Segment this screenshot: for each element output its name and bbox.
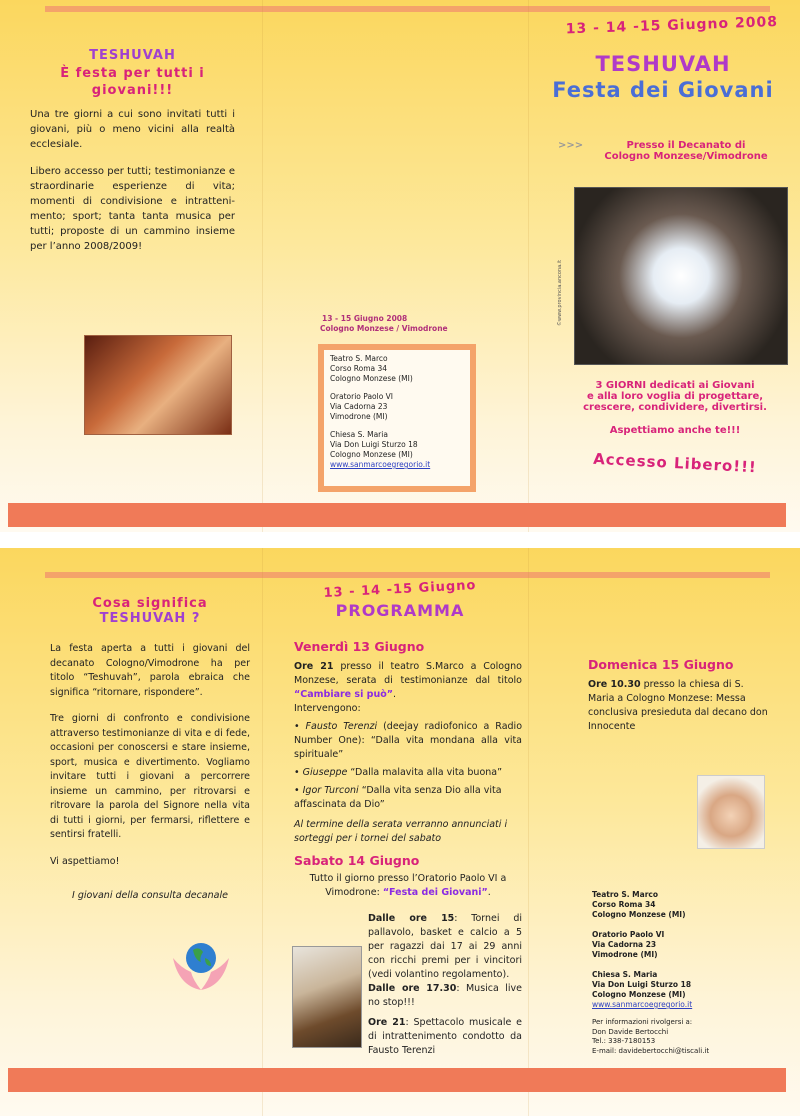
location-block: [556, 140, 786, 162]
brochure-outside: [0, 0, 800, 532]
meaning-paragraph: La festa aperta a tutti i giovani del decanato Cologno/Vimodrone ha per titolo “Teshuvah”, parola ebraica che significa “ritornare, rispondere”.: [50, 643, 250, 698]
event-time: Ore 21: [294, 661, 334, 672]
front-description: [560, 380, 790, 477]
address-block: [330, 392, 464, 422]
meaning-panel: [50, 596, 250, 916]
day-heading: Venerdì 13 Giugno: [294, 639, 425, 654]
event-text: presso il teatro S.Marco a Cologno Monzese, serata di testimonianze dal titolo: [294, 661, 522, 686]
venue-street: Via Don Luigi Sturzo 18: [330, 440, 418, 449]
intro-subtitle: È festa per tutti i giovani!!!: [60, 66, 205, 98]
front-cover: [548, 13, 779, 102]
day-heading: Domenica 15 Giugno: [588, 657, 734, 672]
venue-name: Teatro S. Marco: [330, 354, 388, 363]
meaning-subtitle: TESHUVAH ?: [99, 611, 201, 626]
program-header: [280, 578, 520, 620]
venue-name: Chiesa S. Maria: [330, 430, 388, 439]
venue-city: Cologno Monzese (MI): [330, 450, 413, 459]
website-link[interactable]: www.sanmarcoegregorio.it: [330, 460, 431, 469]
address-block: [330, 430, 464, 470]
evening-note: Al termine della serata verranno annunciati i sorteggi per i tornei del sabato: [294, 819, 508, 844]
schedule-item: [368, 982, 522, 1010]
globe-hands-icon: [165, 928, 237, 1000]
desc-line: 3 GIORNI dedicati ai Giovani: [595, 380, 755, 391]
saturday-schedule: [368, 912, 522, 1058]
bottom-stripe: [8, 503, 786, 527]
venue-street: Corso Roma 34: [330, 364, 388, 373]
venue-street: Via Cadorna 23: [330, 402, 388, 411]
front-title: TESHUVAH: [595, 52, 731, 76]
program-title: PROGRAMMA: [335, 601, 465, 620]
schedule-item: [368, 912, 522, 982]
location-line: Cologno Monzese/Vimodrone: [604, 151, 768, 162]
address-box: [318, 344, 476, 492]
event-text: : Musica live no stop!!!: [368, 983, 523, 1008]
venue-city: Vimodrone (MI): [592, 950, 658, 959]
info-line: Per informazioni rivolgersi a:: [592, 1018, 693, 1026]
venue-street: Via Don Luigi Sturzo 18: [592, 980, 692, 989]
speaker-text: “Dalla malavita alla vita buona”: [347, 767, 503, 778]
speakers-label: Intervengono:: [294, 703, 361, 714]
photo-credit-wrap: [557, 236, 565, 326]
event-description: [294, 660, 522, 702]
desc-line: crescere, condividere, divertirsi.: [583, 402, 767, 413]
intro-panel: [30, 48, 235, 266]
back-cover-header: [320, 314, 480, 334]
speaker-text: “Dalla vita senza Dio alla vita affascinata da Dio”: [294, 785, 502, 810]
fold-line: [528, 0, 529, 532]
intro-paragraph: Una tre giorni a cui sono invitati tutti i giovani, più o meno vicini alla realtà ecclesiale.: [30, 109, 235, 150]
address-block: [592, 970, 772, 1000]
sunday-panel: [588, 658, 773, 734]
bottom-stripe: [8, 1068, 786, 1092]
event-description: [588, 678, 773, 734]
info-line: Tel.: 338-7180153: [592, 1037, 656, 1045]
desc-line: e alla loro voglia di progettare,: [586, 391, 764, 402]
intro-title: TESHUVAH: [89, 48, 176, 63]
event-description: [294, 872, 522, 900]
venue-city: Cologno Monzese (MI): [592, 910, 686, 919]
wait-line: Aspettiamo anche te!!!: [609, 425, 741, 436]
hands-photo: [84, 335, 232, 435]
event-title: “Cambiare si può”: [294, 689, 393, 700]
fold-line: [528, 548, 529, 1116]
day-heading: Sabato 14 Giugno: [294, 853, 420, 868]
event-text: .: [487, 887, 491, 898]
guitar-photo: [292, 946, 362, 1048]
back-place: Cologno Monzese / Vimodrone: [320, 324, 448, 333]
website-link[interactable]: www.sanmarcoegregorio.it: [592, 1000, 693, 1009]
free-access: Accesso Libero!!!: [592, 449, 758, 477]
signature: I giovani della consulta decanale: [72, 890, 228, 901]
venue-name: Oratorio Paolo VI: [592, 930, 665, 939]
schedule-item: [368, 1016, 522, 1058]
speaker-item: • Fausto Terenzi (deejay radiofonico a Radio Number One): “Dalla vita mondana alla vita spirituale”: [294, 721, 523, 760]
event-text: .: [392, 689, 397, 700]
meaning-paragraph: Tre giorni di confronto e condivisione attraverso testimonianze di vita e di fede, occasioni per conoscersi e stare insieme, sport, musica e divertimento. Vogliamo invitare tutti i giovani a percorrere insieme un cammino, per ritrovarsi e ritrovare la parola del Signore nella vita di tutti i giorni, per fermarsi, riflettere e sentirsi fratelli.: [50, 713, 250, 840]
front-subtitle: Festa dei Giovani: [552, 78, 774, 102]
top-stripe: [45, 6, 770, 12]
event-time: Dalle ore 17.30: [368, 983, 457, 994]
fold-line: [262, 0, 263, 532]
back-date: 13 - 15 Giugno 2008: [322, 314, 408, 323]
fold-line: [262, 548, 263, 1116]
info-block: [592, 1018, 772, 1056]
event-text: Tutto il giorno presso l’Oratorio Paolo VI a Vimodrone:: [309, 873, 507, 898]
location-line: Presso il Decanato di: [626, 140, 746, 151]
venue-street: Corso Roma 34: [592, 900, 656, 909]
speaker-name: Igor Turconi: [302, 785, 359, 796]
program-body: [294, 640, 522, 900]
speaker-name: Fausto Terenzi: [305, 721, 378, 732]
meaning-paragraph: Vi aspettiamo!: [50, 855, 120, 867]
speaker-text: (deejay radiofonico a Radio Number One): “Dalla vita mondana alla vita spirituale”: [294, 721, 523, 760]
event-text: presso la chiesa di S. Maria a Cologno Monzese: Messa conclusiva presieduta dal decano don Innocente: [588, 679, 768, 732]
event-text: : Tornei di pallavolo, basket e calcio a 5 per ragazzi dai 17 ai 29 anni con ricchi premi per i vincitori (vedi volantino regolamento).: [368, 913, 522, 980]
info-line: Don Davide Bertocchi: [592, 1027, 669, 1036]
event-title: “Festa dei Giovani”: [382, 887, 488, 898]
intro-paragraph: Libero accesso per tutti; testimonianze e straordinarie esperienze di vita; momenti di condivisione e intratteni-mento; sport; tanta tanta musica per tutti; proposte di un cammino insieme per l’anno 2008/2009!: [30, 166, 235, 252]
brochure-inside: [0, 548, 800, 1116]
address-block: [592, 930, 772, 960]
event-text: : Spettacolo musicale e di intrattenimento condotto da Fausto Terenzi: [368, 1017, 522, 1056]
event-time: Ore 10.30: [588, 679, 641, 690]
info-line: E-mail: davidebertocchi@tiscali.it: [592, 1046, 710, 1055]
joined-hands-photo: [697, 775, 765, 849]
venue-city: Cologno Monzese (MI): [330, 374, 413, 383]
venue-name: Chiesa S. Maria: [592, 970, 658, 979]
event-time: Ore 21: [368, 1017, 406, 1028]
photo-credit: ©www.provincia.ancona.it: [557, 259, 563, 326]
venue-street: Via Cadorna 23: [592, 940, 657, 949]
event-time: Dalle ore 15: [368, 913, 455, 924]
venue-name: Oratorio Paolo VI: [330, 392, 394, 401]
group-photo: [574, 187, 788, 365]
meaning-title: Cosa significa: [92, 596, 208, 611]
top-stripe: [45, 572, 770, 578]
speaker-item: • Igor Turconi “Dalla vita senza Dio alla vita affascinata da Dio”: [294, 785, 502, 810]
program-date: 13 - 14 -15 Giugno: [323, 578, 477, 601]
contacts-panel: [592, 890, 772, 1056]
front-date: 13 - 14 -15 Giugno 2008: [565, 13, 779, 38]
speaker-item: • Giuseppe “Dalla malavita alla vita buona”: [294, 767, 503, 778]
venue-city: Vimodrone (MI): [330, 412, 388, 421]
address-block: [330, 354, 464, 384]
address-block: [592, 890, 772, 920]
arrows-icon: >>>: [558, 140, 584, 151]
venue-name: Teatro S. Marco: [592, 890, 658, 899]
venue-city: Cologno Monzese (MI): [592, 990, 686, 999]
speaker-name: Giuseppe: [302, 767, 348, 778]
